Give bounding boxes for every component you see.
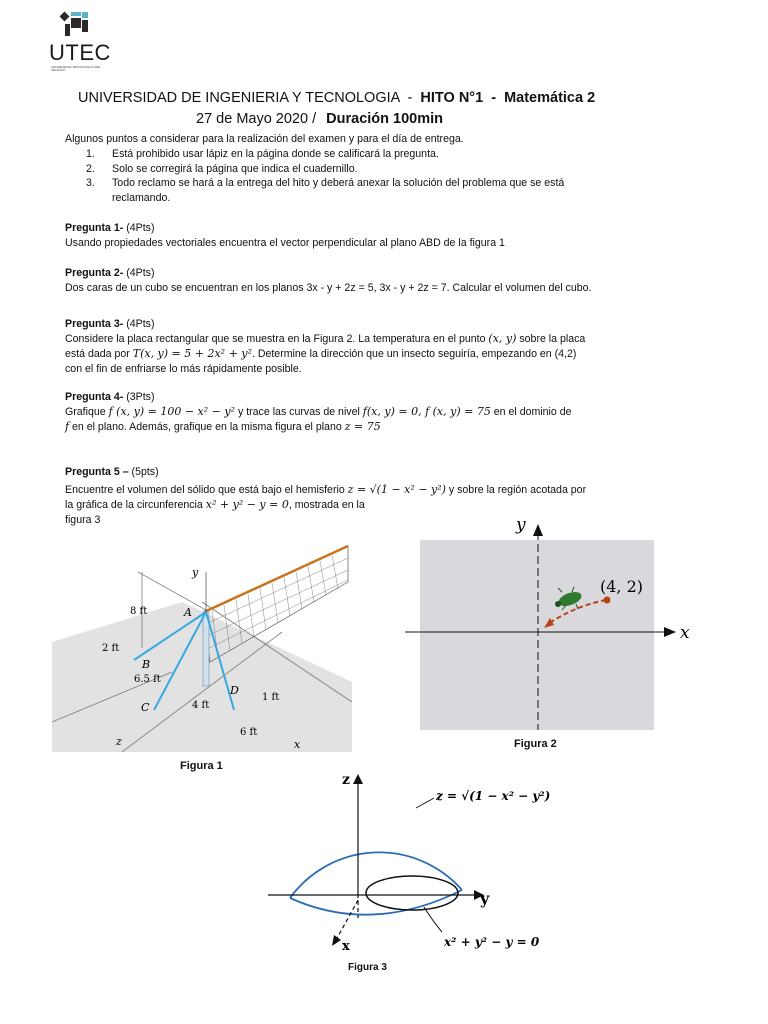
figure-3 <box>262 770 562 960</box>
figure-1-axis-z: z <box>116 735 122 748</box>
circle-label: x² + y² − y = 0 <box>444 935 540 949</box>
utec-logo <box>49 10 109 70</box>
question-2-text: Dos caras de un cubo se encuentran en los planos 3x - y + 2z = 5, 3x - y + 2z = 7. Calcular el volumen del cubo. <box>65 282 592 294</box>
question-2-title: Pregunta 2- (4Pts) <box>65 267 155 279</box>
dim-1ft: 1 ft <box>262 692 280 703</box>
dim-4ft: 4 ft <box>192 700 210 711</box>
question-3-line-3: con el fin de enfriarse lo más rápidamente posible. <box>65 363 302 375</box>
question-4-title: Pregunta 4- (3Pts) <box>65 391 155 403</box>
figure-2-point-label: (4, 2) <box>600 577 644 596</box>
rule-item: reclamando. <box>112 191 171 204</box>
rules-list <box>86 147 636 205</box>
figure-1 <box>52 542 352 762</box>
figure-1-axis-x: x <box>294 738 301 751</box>
question-5-title: Pregunta 5 – (5pts) <box>65 466 159 478</box>
figure-3-label: Figura 3 <box>348 962 387 973</box>
question-1-text: Usando propiedades vectoriales encuentra el vector perpendicular al plano ABD de la figura 1 <box>65 237 505 249</box>
point-b: B <box>142 658 151 671</box>
pole <box>203 612 209 686</box>
utec-logo-name: UTEC <box>49 40 111 65</box>
intro-text: Algunos puntos a considerar para la realización del examen y para el día de entrega. <box>65 133 464 145</box>
exam-date: 27 de Mayo 2020 / Duración 100min <box>196 111 444 127</box>
point-c: C <box>141 701 150 714</box>
utec-logo-mark <box>55 10 95 42</box>
question-3-title: Pregunta 3- (4Pts) <box>65 318 155 330</box>
figure-3-axis-x: x <box>342 939 350 954</box>
course-name: Matemática 2 <box>504 90 596 106</box>
exam-title: UNIVERSIDAD DE INGENIERIA Y TECNOLOGIA - HITO N°1 - Matemática 2 <box>78 90 596 106</box>
utec-logo-tagline: UNIVERSIDAD TECNOLÓGICA DEL URUGUAY <box>51 65 101 72</box>
figure-1-label: Figura 1 <box>180 760 223 772</box>
point-d: D <box>230 684 239 697</box>
figure-2-x-label: x <box>680 623 690 643</box>
figure-2 <box>400 512 700 742</box>
figure-3-axis-z: z <box>342 772 350 788</box>
question-4-line-2: f en el plano. Además, grafique en la misma figura el plano z = 75 <box>65 420 381 433</box>
dim-8ft: 8 ft <box>130 606 148 617</box>
dim-2ft: 2 ft <box>102 643 120 654</box>
figure-1-axis-y: y <box>192 566 199 579</box>
rule-item: 1. Está prohibido usar lápiz en la página donde se calificará la pregunta. <box>86 148 439 160</box>
figure-2-y-label: y <box>516 515 526 535</box>
region-circle <box>366 876 458 910</box>
question-5-line-1: Encuentre el volumen del sólido que está bajo el hemisferio z = √(1 − x² − y²) y sobre la región acotada por <box>65 483 587 496</box>
hito-number: HITO N°1 <box>420 90 484 106</box>
question-5-line-2: la gráfica de la circunferencia x² + y² − y = 0, mostrada en la <box>65 498 365 511</box>
rule-item: 2. Solo se corregirá la página que indica el cuadernillo. <box>86 162 358 175</box>
hemisphere <box>290 852 462 898</box>
figure-1-ground <box>52 602 352 752</box>
question-3-line-2: está dada por T(x, y) = 5 + 2x² + y². Determine la dirección que un insecto seguiría, empezando en (4,2) <box>65 347 577 360</box>
question-3-line-1: Considere la placa rectangular que se muestra en la Figura 2. La temperatura en el punto (x, y) sobre la placa <box>65 332 586 345</box>
start-point <box>604 597 611 604</box>
question-1-title: Pregunta 1- (4Pts) <box>65 222 155 234</box>
dim-6-5ft: 6.5 ft <box>134 674 161 685</box>
dim-6ft: 6 ft <box>240 727 258 738</box>
question-5-line-3: figura 3 <box>65 514 101 526</box>
figure-2-label: Figura 2 <box>514 738 557 750</box>
plate <box>420 540 654 730</box>
university-name: UNIVERSIDAD DE INGENIERIA Y TECNOLOGIA <box>78 90 400 106</box>
figure-3-axis-y: y <box>480 889 490 908</box>
hemisphere-label: z = √(1 − x² − y²) <box>436 789 551 803</box>
rule-item: 3. Todo reclamo se hará a la entrega del hito y deberá anexar la solución del problema que se está <box>86 177 565 190</box>
question-4-line-1: Grafique f (x, y) = 100 − x² − y² y trace las curvas de nivel f(x, y) = 0, f (x, y) = 75 en el dominio de <box>65 405 572 418</box>
point-a: A <box>184 606 192 619</box>
